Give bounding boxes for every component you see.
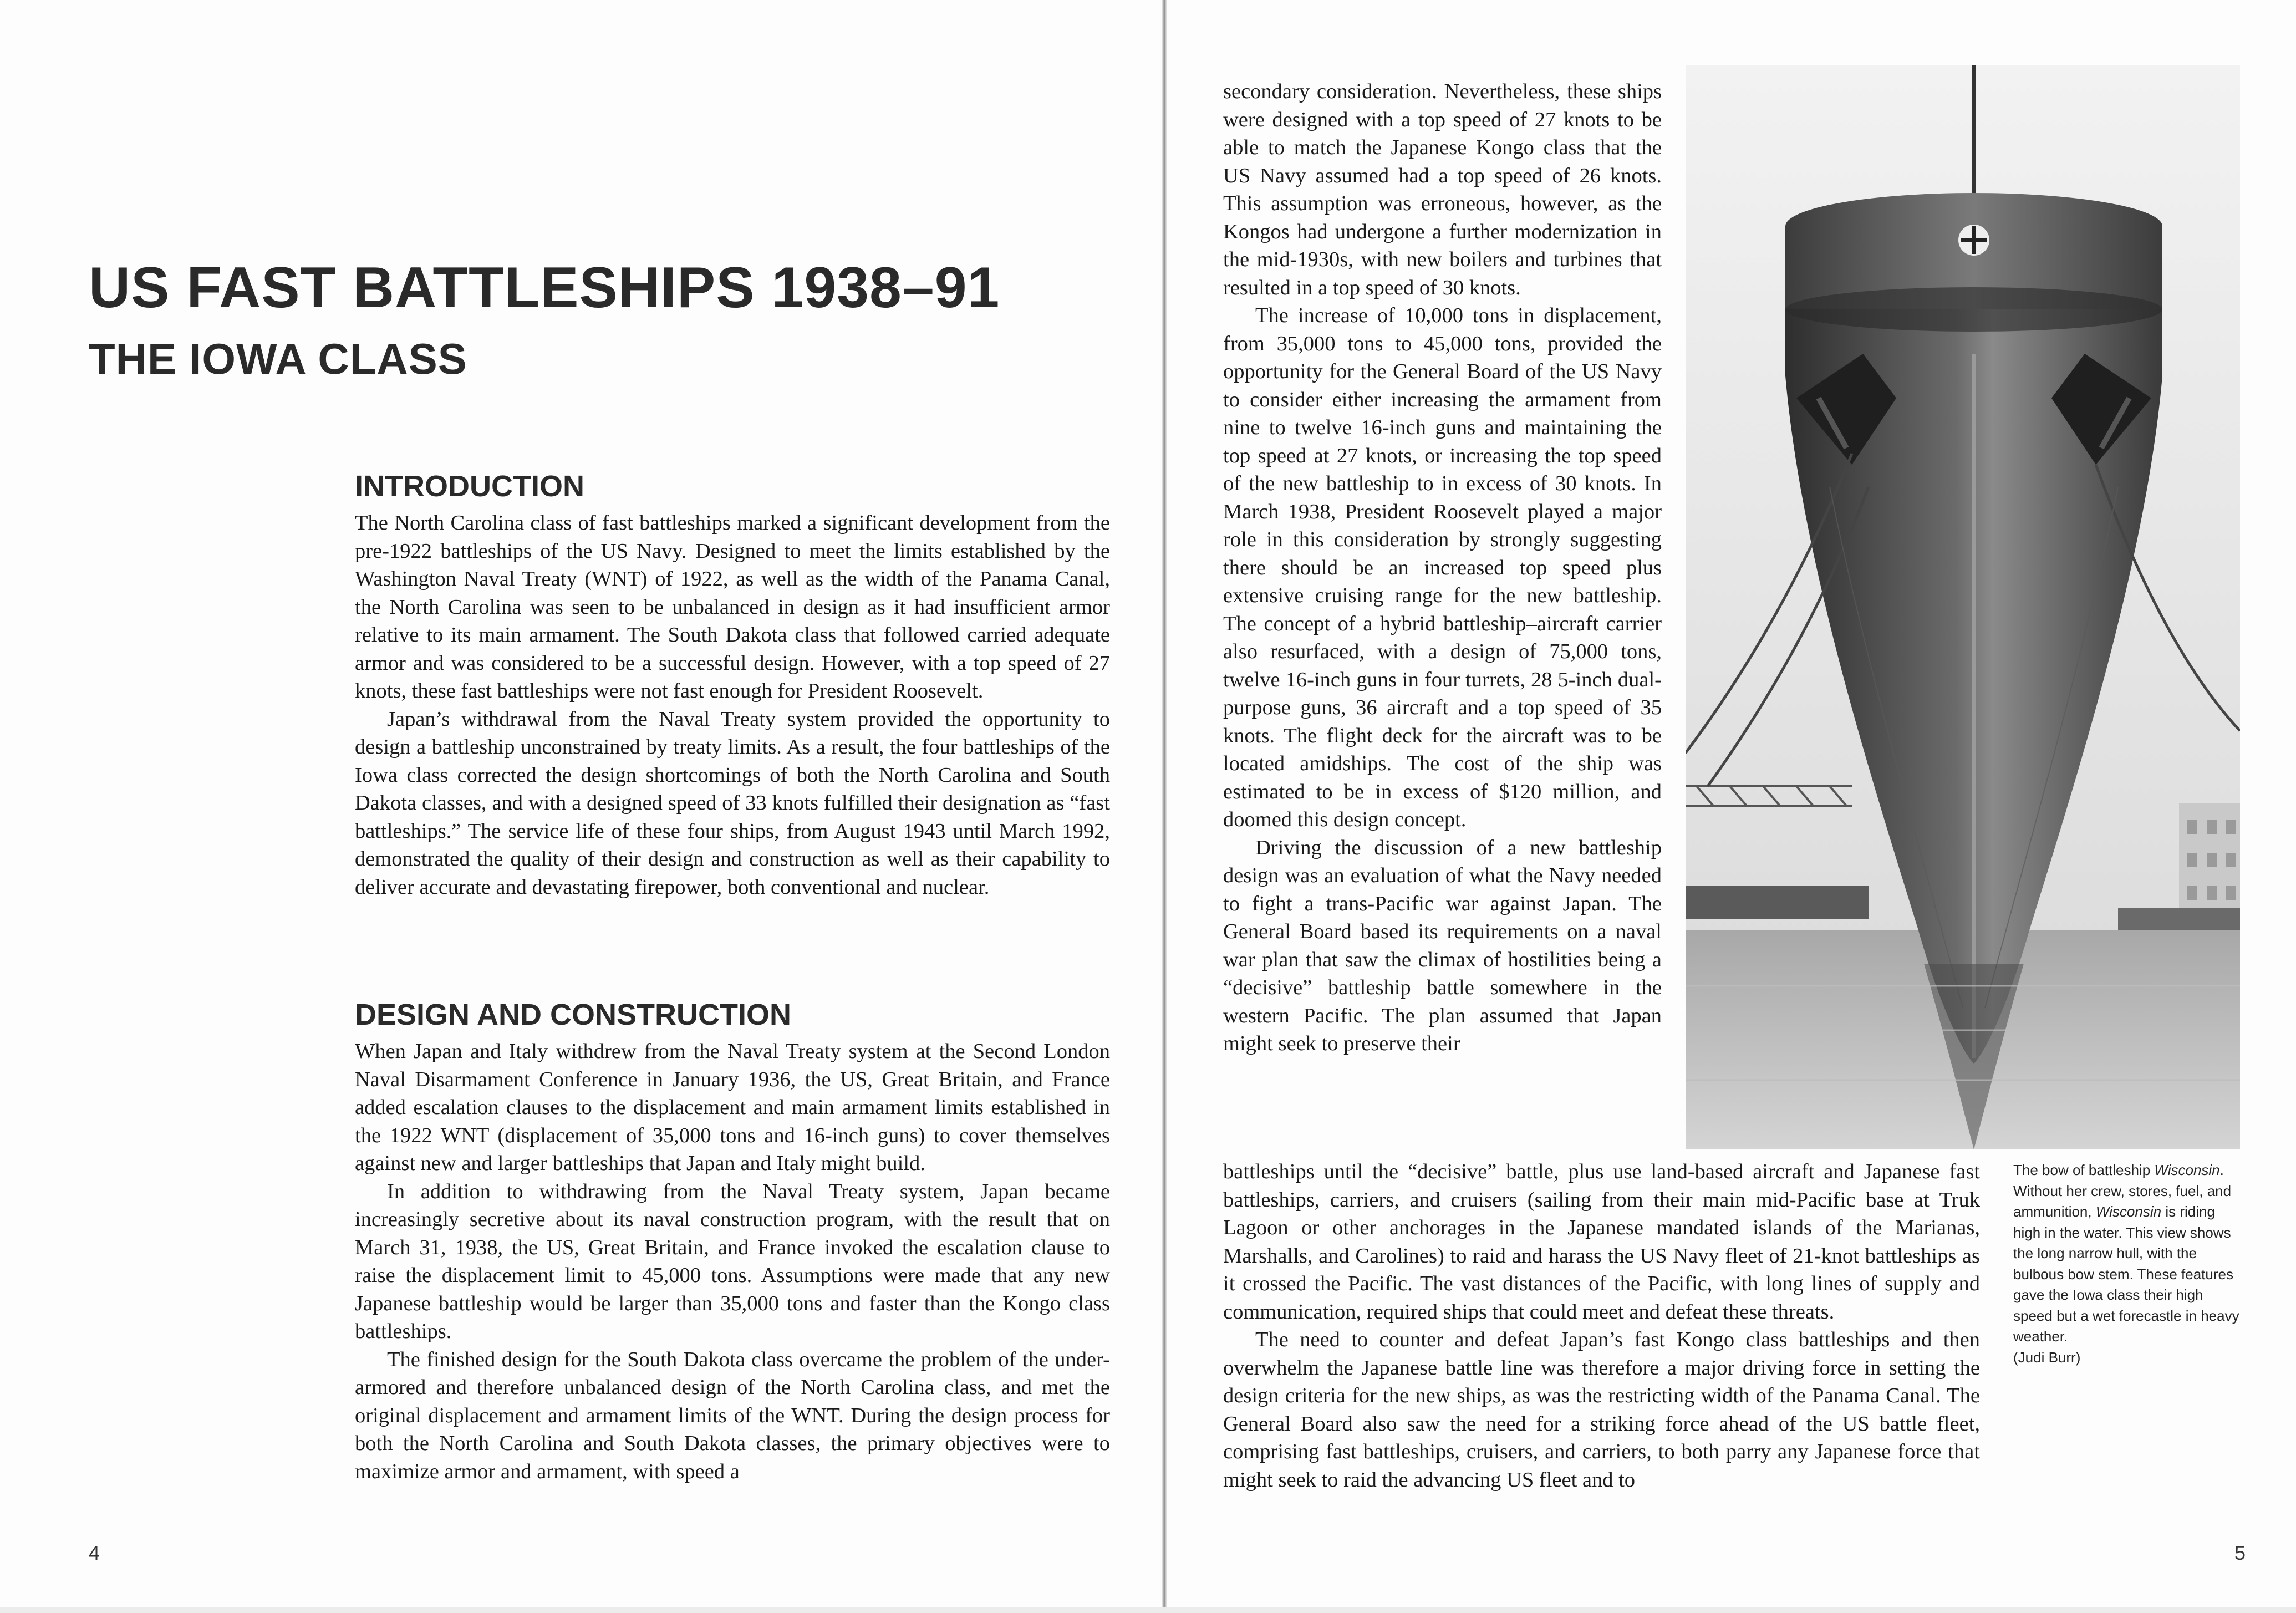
caption-text: is riding high in the water. This view shows the long narrow hull, with the bulbous bow stem. These features gave the Iowa class their high speed but a wet forecastle in heavy weather. (2013, 1203, 2239, 1345)
ship-name: Wisconsin (2095, 1203, 2162, 1220)
design-body (355, 1037, 1110, 1485)
photo-credit: (Judi Burr) (2013, 1349, 2081, 1366)
page-number-right: 5 (2234, 1541, 2246, 1564)
page-number-left: 4 (89, 1541, 100, 1564)
ship-name: Wisconsin (2154, 1162, 2220, 1178)
title-block (89, 252, 1142, 386)
paragraph: The increase of 10,000 tons in displacement, from 35,000 tons to 45,000 tons, provided the opportunity for the General Board of the US Navy to consider either increasing the armament from nine to twelve 16-inch guns and maintaining the top speed at 27 knots, or increasing the top speed of the new battleship to in excess of 30 knots. In March 1938, President Roosevelt played a major role in this consideration by strongly suggesting there should be an increased top speed plus extensive cruising range for the new battleship. The concept of a hybrid battleship–aircraft carrier also resurfaced, with a design of 75,000 tons, twelve 16-inch guns in four turrets, 28 5-inch dual-purpose guns, 36 aircraft and a top speed of 35 knots. The flight deck for the aircraft was to be located amidships. The cost of the ship was estimated to be in excess of $120 million, and doomed this design concept. (1223, 304, 1662, 831)
book-title: US FAST BATTLESHIPS 1938–91 (89, 256, 1000, 320)
paragraph: secondary consideration. Nevertheless, these ships were designed with a top speed of 27 knots to be able to match the Japanese Kongo class that the US Navy assumed had a top speed of 26 knots. This assumption was erroneous, however, as the Kongos had undergone a further modernization in the mid-1930s, with new boilers and turbines that resulted in a top speed of 30 knots. (1223, 80, 1662, 299)
caption-text: . Without her crew, stores, fuel, and ammunition, (2013, 1162, 2232, 1220)
introduction-section (355, 467, 1110, 901)
paragraph: Driving the discussion of a new battleship design was an evaluation of what the Navy needed to fight a trans-Pacific war against Japan. The General Board based its requirements on a naval war plan that saw the climax of hostilities being a “decisive” battleship battle somewhere in the western Pacific. The plan assumed that Japan might seek to preserve their (1223, 836, 1662, 1055)
caption-text: The bow of battleship (2013, 1162, 2155, 1178)
paragraph: The North Carolina class of fast battleships marked a significant development from the pre-1922 battleships of the US Navy. Designed to meet the limits established by the Washington Naval Treaty (WNT) of 1922, as well as the width of the Panama Canal, the North Carolina was seen to be unbalanced in design as it had insufficient armor relative to its main armament. The South Dakota class that followed carried adequate armor and was considered to be a successful design. However, with a top speed of 27 knots, these fast battleships were not fast enough for President Roosevelt. (355, 511, 1110, 703)
paragraph: In addition to withdrawing from the Naval Treaty system, Japan became increasingly secretive about its naval construction program, with the result that on March 31, 1938, the US, Great Britain, and France invoked the escalation clause to raise the displacement limit to 45,000 tons. Assumptions were made that any new Japanese battleship would be larger than 35,000 tons and faster than the Kongo class battleships. (355, 1179, 1110, 1343)
paragraph: Japan’s withdrawal from the Naval Treaty system provided the opportunity to design a battleship unconstrained by treaty limits. As a result, the four battleships of the Iowa class corrected the design shortcomings of both the North Carolina and South Dakota classes, and with a designed speed of 33 knots fulfilled their designation as “fast battleships.” The service life of these four ships, from August 1943 until March 1992, demonstrated the quality of their design and construction as well as their capability to deliver accurate and devastating firepower, both conventional and nuclear. (355, 707, 1110, 899)
paragraph: The need to counter and defeat Japan’s fast Kongo class battleships and then overwhelm the Japanese battle line was therefore a major driving force in setting the design criteria for the new ships, as was the restricting width of the Panama Canal. The General Board also saw the need for a striking force ahead of the US battle fleet, comprising fast battleships, cruisers, and carriers, to both parry any Japanese force that might seek to raid the advancing US fleet and to (1223, 1328, 1980, 1492)
battleship-bow-photo (1686, 65, 2240, 1149)
paragraph: The finished design for the South Dakota class overcame the problem of the under-armored and therefore unbalanced design of the North Carolina class, and met the original displacement and armament limits of the WNT. During the design process for both the North Carolina and South Dakota classes, the primary objectives were to maximize armor and armament, with speed a (355, 1347, 1110, 1483)
design-section (355, 995, 1110, 1485)
paragraph: When Japan and Italy withdrew from the Naval Treaty system at the Second London Naval Disarmament Conference in January 1936, the US, Great Britain, and France added escalation clauses to the displacement and main armament limits established in the 1922 WNT (displacement of 35,000 tons and 16-inch guns) to cover themselves against new and larger battleships that Japan and Italy might build. (355, 1040, 1110, 1175)
page-bottom-edge (0, 1607, 2296, 1613)
right-column-text (1223, 78, 1662, 1058)
section-heading-introduction: INTRODUCTION (355, 470, 584, 503)
section-heading-design: DESIGN AND CONSTRUCTION (355, 998, 792, 1031)
book-subtitle: THE IOWA CLASS (89, 334, 467, 383)
photo-caption (2013, 1160, 2246, 1368)
page-gutter (1162, 0, 1167, 1613)
paragraph: battleships until the “decisive” battle, plus use land-based aircraft and Japanese fast battleships, carriers, and cruisers (sailing from their main mid-Pacific base at Truk Lagoon or other anchorages in the Japanese mandated islands of the Marianas, Marshalls, and Carolines) to raid and harass the US Navy fleet of 21-knot battleships as it crossed the Pacific. The vast distances of the Pacific, with long lines of supply and communication, required ships that could meet and defeat these threats. (1223, 1160, 1980, 1324)
introduction-body (355, 509, 1110, 901)
right-full-width-text (1223, 1158, 1980, 1494)
